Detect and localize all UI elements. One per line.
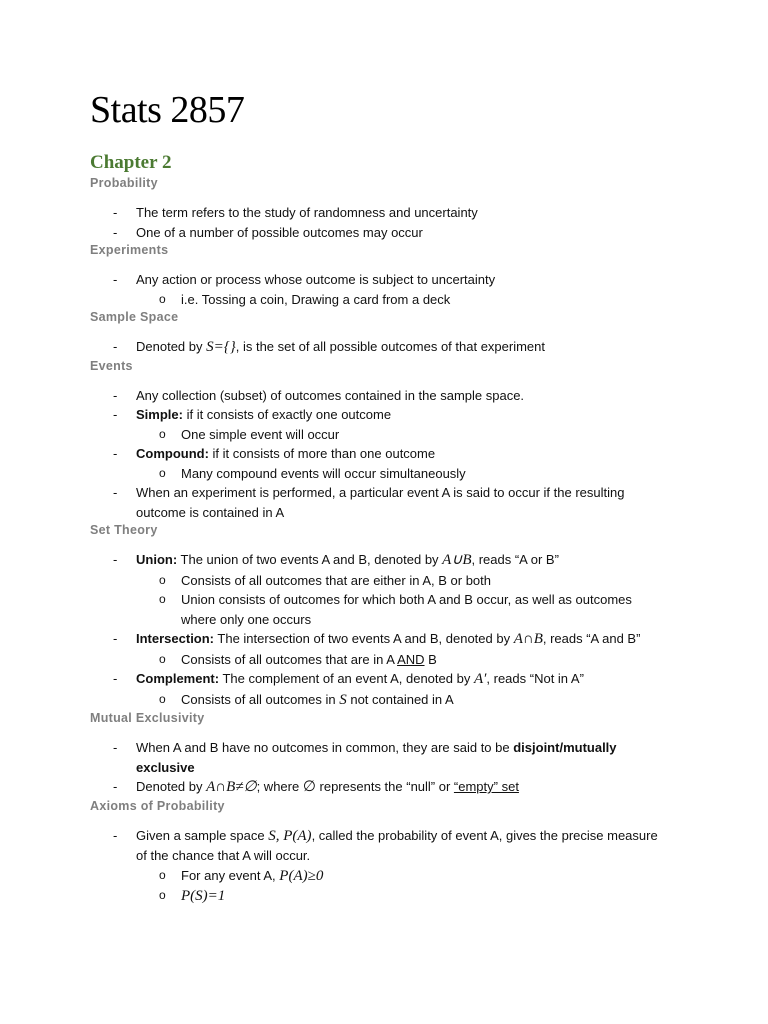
dash-bullet: - [113, 631, 118, 646]
math-expression: A∪B [442, 552, 472, 568]
list-item: - The term refers to the study of randomness and uncertainty [0, 203, 768, 223]
math-expression: A′ [473, 671, 487, 687]
sub-list-item: o i.e. Tossing a coin, Drawing a card from a deck [0, 290, 768, 310]
dash-bullet: - [113, 387, 118, 403]
section-heading-events: Events [90, 358, 133, 373]
dash-bullet: - [113, 407, 118, 422]
math-expression: S [339, 691, 347, 708]
bold-term: disjoint/mutually exclusive [136, 740, 617, 775]
sub-list-item: o For any event A, P(A)≥0 [159, 867, 324, 884]
section-heading-axioms: Axioms of Probability [90, 798, 225, 813]
circle-bullet: o [159, 651, 166, 666]
dash-bullet: - [113, 272, 118, 287]
notes-body [0, 175, 768, 907]
experiments-list [0, 261, 768, 309]
dash-bullet: - [113, 205, 118, 220]
empty-set-symbol: ∅ [302, 779, 316, 795]
axioms-list [0, 817, 768, 907]
sub-list-item [0, 886, 768, 907]
list-item: - Intersection: The intersection of two events A and B, denoted by A∩B, reads “A and B” [113, 631, 641, 647]
dash-bullet: - [113, 552, 118, 567]
circle-bullet: o [159, 572, 166, 587]
dash-bullet: - [113, 827, 118, 843]
list-item: - Compound: if it consists of more than one outcome [0, 444, 768, 464]
sample-space-list [0, 328, 768, 358]
dash-bullet: - [113, 224, 118, 240]
circle-bullet: o [159, 592, 166, 606]
set-theory-list [0, 541, 768, 710]
sub-list-item: o One simple event will occur [0, 425, 768, 445]
math-expression: S={} [206, 339, 236, 355]
list-item: - Union: The union of two events A and B, denoted by A∪B, reads “A or B” [113, 552, 559, 568]
circle-bullet: o [159, 888, 166, 902]
section-heading-sample-space: Sample Space [90, 310, 179, 324]
dash-bullet: - [113, 485, 118, 500]
section-heading-mutual-exclusivity: Mutual Exclusivity [90, 711, 205, 725]
dash-bullet: - [113, 779, 118, 794]
section-heading-probability: Probability [90, 176, 158, 190]
mutual-exclusivity-list [0, 729, 768, 798]
circle-bullet: o [159, 426, 166, 441]
list-item: - Any action or process whose outcome is subject to uncertainty [0, 270, 768, 290]
underlined-text: “empty” set [453, 779, 519, 794]
term-label: Union: [136, 552, 178, 567]
sub-list-item: o Many compound events will occur simultaneously [0, 464, 768, 484]
document-title: Stats 2857 [90, 89, 245, 131]
term-label: Simple: [136, 407, 183, 422]
list-item: - Denoted by S={}, is the set of all possible outcomes of that experiment [113, 339, 546, 355]
circle-bullet: o [159, 291, 166, 306]
dash-bullet: - [113, 339, 118, 354]
dash-bullet: - [113, 671, 118, 686]
math-expression: A∩B≠∅ [206, 779, 257, 795]
section-heading-set-theory: Set Theory [90, 523, 158, 537]
list-item: - Simple: if it consists of exactly one outcome [0, 405, 768, 425]
list-item: - When an experiment is performed, a particular event A is said to occur if the resulting outcome is contained in A [113, 485, 625, 520]
sub-list-item: o Consists of all outcomes that are in A AND B [0, 650, 768, 670]
math-expression: A∩B [513, 631, 543, 647]
term-label: Compound: [136, 446, 209, 461]
sub-list-item: o Consists of all outcomes that are either in A, B or both [0, 571, 768, 591]
math-expression: P(S)=1 [181, 888, 226, 904]
chapter-heading: Chapter 2 [90, 152, 172, 173]
list-item: - One of a number of possible outcomes may occur [0, 223, 768, 243]
probability-list [0, 194, 768, 242]
list-item: - Any collection (subset) of outcomes contained in the sample space. [0, 386, 768, 406]
list-item: - Given a sample space S, P(A), called the probability of event A, gives the precise measure of the chance that A will occur. [113, 827, 658, 863]
dash-bullet: - [113, 740, 118, 755]
math-expression: S, P(A) [268, 827, 312, 844]
math-expression: P(A)≥0 [279, 867, 324, 884]
underlined-text: AND [397, 651, 425, 667]
circle-bullet: o [159, 691, 166, 706]
sub-list-item: o Union consists of outcomes for which both A and B occur, as well as outcomes where only one occurs [159, 592, 632, 627]
list-item: - Denoted by A∩B≠∅; where ∅ represents the “null” or “empty” set [113, 779, 519, 795]
sub-list-item: o Consists of all outcomes in S not contained in A [159, 691, 454, 708]
circle-bullet: o [159, 465, 166, 480]
term-label: Intersection: [136, 631, 215, 646]
dash-bullet: - [113, 446, 118, 461]
circle-bullet: o [159, 867, 166, 882]
events-list [0, 377, 768, 523]
list-item: - Complement: The complement of an event A, denoted by A′, reads “Not in A” [113, 671, 584, 687]
term-label: Complement: [136, 671, 220, 686]
section-heading-experiments: Experiments [90, 243, 169, 257]
list-item: - When A and B have no outcomes in common, they are said to be disjoint/mutually exclusive [113, 740, 617, 775]
